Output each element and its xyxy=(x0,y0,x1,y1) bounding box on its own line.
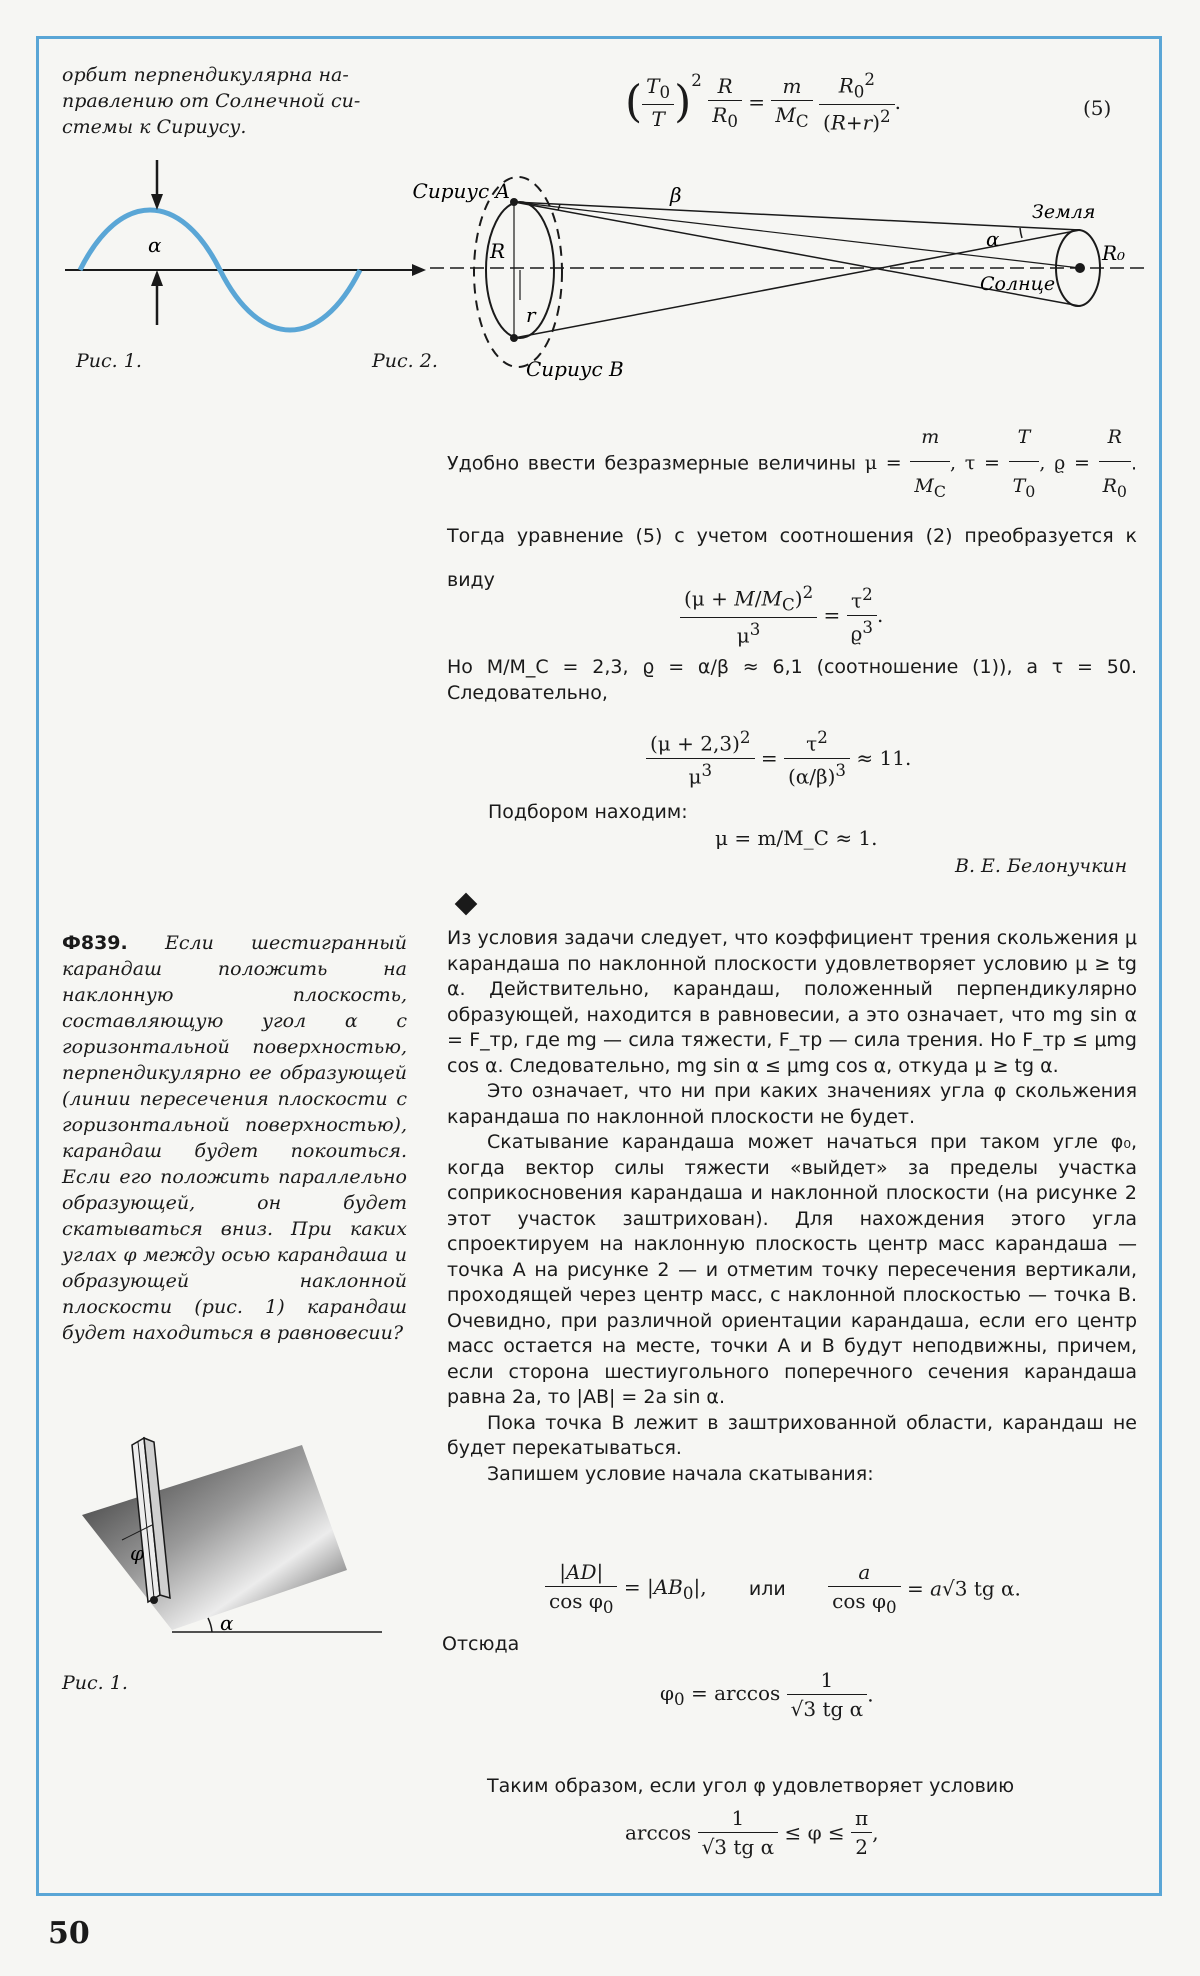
formula-transformed: $\frac{(\mu + M/M_C)^2}{\mu^3}$ = $\frac{\tau^2}{ϱ^3}$ . xyxy=(680,583,883,647)
or-word: или xyxy=(748,1577,786,1600)
solution-p6 xyxy=(447,1774,1137,1800)
solution-p1: Из условия задачи следует, что коэффициент трения скольжения μ карандаша по наклонной плоскости удовлетворяет условию μ ≥ tg α. Действительно, карандаш, положенный перпендикулярно образующей, находится в равновесии, а это означает, что mg sin α = F_тр, где mg — сила тяжести, F_тр — сила трения. Но F_тр ≤ μmg cos α. Следовательно, mg sin α ≤ μmg cos α, откуда μ ≥ tg α. xyxy=(447,927,1137,1077)
formula-phi0: $\varphi_0 = \arccos$ $\frac{1}{\text{√3 tg α}}$ . xyxy=(660,1668,874,1721)
intro-line: правлению от Солнечной си- xyxy=(62,90,361,112)
approx-value: ≈ 11. xyxy=(856,746,912,771)
fig1-bottom-caption: Рис. 1. xyxy=(62,1672,128,1694)
figure-2-orbit-diagram xyxy=(412,179,1150,381)
figure-1-pencil-incline xyxy=(62,1420,392,1640)
fig1-alpha-label: α xyxy=(148,233,162,257)
fig2-R0: R₀ xyxy=(1102,241,1126,265)
solution-p3: Скатывание карандаша может начаться при таком угле φ₀, когда вектор силы тяжести «выйдет» за пределы участка соприкосновения карандаша и наклонной плоскости (на рисунке 2 этот участок заштрихован). Для нахождения этого угла спроектируем на наклонную плоскость центр масс карандаша — точка A на рисунке 2 — и отметим точку пересечения вертикали, проходящей через центр масс, с наклонной плоскостью — точка B. Очевидно, при различной ориентации карандаша, если его центр масс остается на месте, точки A и B будут неподвижны, причем, если сторона шестиугольного поперечного сечения карандаша равна 2a, то |AB| = 2a sin α. xyxy=(447,1131,1137,1408)
fig2-sirius-a: Сириус A xyxy=(412,179,510,203)
fig1b-alpha: α xyxy=(220,1611,234,1635)
fig2-sun: Солнце xyxy=(980,273,1056,295)
solution-p4: Пока точка B лежит в заштрихованной области, карандаш не будет перекатываться. xyxy=(447,1411,1137,1459)
fig2-beta: β xyxy=(670,183,682,207)
fig1b-phi: φ xyxy=(130,1541,145,1565)
intro-line: орбит перпендикулярна на- xyxy=(62,64,349,86)
intro-line: стемы к Сириусу. xyxy=(62,116,247,138)
fig2-r: r xyxy=(526,303,536,327)
values-paragraph: Но M/M_C = 2,3, ϱ = α/β ≈ 6,1 (соотношение (1)), а τ = 50. Следовательно, xyxy=(447,656,1137,704)
fig1-top-caption: Рис. 1. xyxy=(76,350,142,372)
solution-p5: Запишем условие начала скатывания: xyxy=(487,1462,874,1485)
result-formula: μ = m/M_C ≈ 1. xyxy=(715,826,878,850)
page-number: 50 xyxy=(48,1916,90,1951)
problem-text: Если шестигранный карандаш положить на наклонную плоскость, составляющую угол α с горизонтальной поверхностью, перпендикулярно ее образующей (линии пересечения плоскости с горизонтальной поверхностью), карандаш будет покоиться. Если его положить параллельно образующей, он будет скатываться вниз. При каких углах φ между осью карандаша и образующей наклонной плоскости (рис. 1) карандаш будет находиться в равновесии? xyxy=(62,932,408,1344)
formula-5: ( $\frac{T_0}{T}$ )$^2$ $\frac{R}{R_0}$ = $\frac{m}{M_C}$ $\frac{R_0^2}{(R+r)^2}$ . (5) xyxy=(625,70,1112,135)
formula-5-number: (5) xyxy=(1083,96,1112,120)
solution-text xyxy=(447,926,1137,1487)
selection-text: Подбором находим: xyxy=(488,801,688,823)
fig2-caption: Рис. 2. xyxy=(372,350,438,372)
left-intro xyxy=(62,62,412,140)
fig2-sirius-b: Сириус B xyxy=(526,357,624,381)
fig2-earth: Земля xyxy=(1032,201,1096,223)
intro-paragraph: Удобно ввести безразмерные величины μ = $\frac{m}{M_C}$ , τ = $\frac{T}{T_0}$ , ϱ = $\frac{R}{R_0}$ . Тогда уравнение (5) с учетом соотношения (2) преобразуется к виду xyxy=(447,415,1137,602)
intro-text-1: Удобно ввести безразмерные величины xyxy=(447,452,857,475)
formula-rolling-condition: $\frac{|AD|}{\cos \varphi_0}$ = $|AB_0|$, или $\frac{a}{\cos \varphi_0}$ = a√3 tg α. xyxy=(545,1560,1135,1617)
formula-approx: $\frac{(\mu + 2,3)^2}{\mu^3}$ = $\frac{\tau^2}{(\alpha/\beta)^3}$ ≈ 11. xyxy=(646,728,911,788)
hence-word: Отсюда xyxy=(442,1633,520,1655)
fig2-R: R xyxy=(490,239,506,263)
intro-text-2: . Тогда уравнение (5) с учетом соотношения (2) преобразуется к виду xyxy=(447,452,1138,591)
formula-inequality: arccos $\frac{1}{\text{√3 tg α}}$ ≤ φ ≤ $\frac{\pi}{2}$ , xyxy=(625,1806,879,1859)
solution-p2: Это означает, что ни при каких значениях угла φ скольжения карандаша по наклонной плоскости не будет. xyxy=(447,1080,1137,1128)
solution-p6-text: Таким образом, если угол φ удовлетворяет условию xyxy=(487,1775,1015,1797)
fig2-alpha: α xyxy=(986,227,1000,251)
problem-statement xyxy=(62,930,407,1346)
figure-1-sine-wave xyxy=(60,150,420,360)
problem-label: Ф839. xyxy=(62,932,128,954)
author: В. Е. Белонучкин xyxy=(955,855,1128,877)
